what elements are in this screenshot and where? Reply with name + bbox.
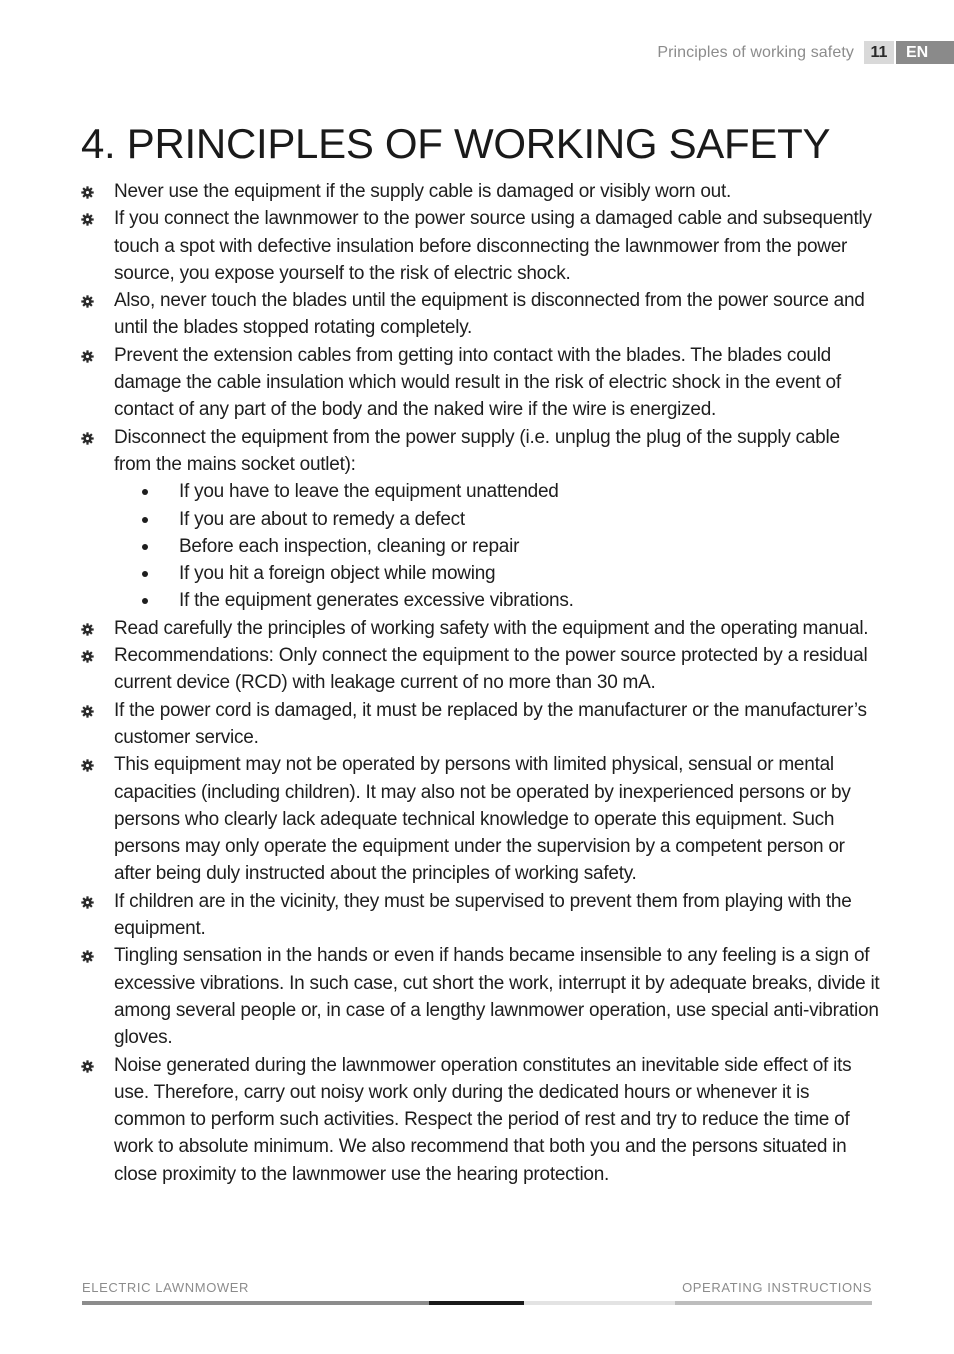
header-page-number: 11 bbox=[864, 41, 894, 64]
list-item-text: If you connect the lawnmower to the power source using a damaged cable and subsequently touch a spot with defective insulation before disconnecting the lawnmower from the power source, you expose yourself to the risk of electric shock. bbox=[114, 208, 872, 284]
sub-list-item-text: If you hit a foreign object while mowing bbox=[179, 563, 496, 585]
footer-document-type: OPERATING INSTRUCTIONS bbox=[682, 1280, 872, 1295]
list-item-text: Prevent the extension cables from getting into contact with the blades. The blades could damage the cable insulation which would result in the risk of electric shock in the event of contact of any part of the body and the naked wire if the wire is energized. bbox=[114, 344, 841, 421]
sub-list bbox=[114, 478, 881, 614]
header-section-title: Principles of working safety bbox=[657, 44, 854, 61]
gear-bullet-icon bbox=[81, 1060, 94, 1073]
gear-bullet-icon bbox=[81, 295, 94, 308]
list-item-text: Never use the equipment if the supply cable is damaged or visibly worn out. bbox=[114, 181, 732, 202]
gear-bullet-icon bbox=[81, 650, 94, 663]
header-language-badge: EN bbox=[896, 41, 954, 64]
list-item bbox=[81, 178, 881, 205]
list-item bbox=[81, 642, 881, 697]
page-title: 4. PRINCIPLES OF WORKING SAFETY bbox=[81, 120, 831, 167]
list-item bbox=[81, 942, 881, 1051]
list-item-text: Disconnect the equipment from the power supply (i.e. unplug the plug of the supply cable from the mains socket outlet): bbox=[114, 426, 840, 475]
sub-list-item-text: If you are about to remedy a defect bbox=[179, 508, 465, 530]
page-header bbox=[657, 41, 954, 64]
list-item-text: Recommendations: Only connect the equipment to the power source protected by a residual current device (RCD) with leakage current of no more than 30 mA. bbox=[114, 645, 868, 694]
sub-list-item bbox=[114, 533, 881, 560]
safety-principles-list bbox=[81, 178, 881, 1188]
footer-bar-segment-2 bbox=[429, 1301, 524, 1305]
sub-list-item bbox=[114, 560, 881, 587]
gear-bullet-icon bbox=[81, 623, 94, 636]
footer-bar-segment-1 bbox=[82, 1301, 429, 1305]
list-item-text: This equipment may not be operated by persons with limited physical, sensual or mental capacities (including children). It may also not be operated by inexperienced persons or by persons who clearly lack adequate technical knowledge to operate this equipment. Such persons may only operate the equipment under the supervision by a competent person or after being duly instructed about the principles of working safety. bbox=[114, 754, 851, 885]
list-item-text: Read carefully the principles of working safety with the equipment and the operating manual. bbox=[114, 617, 869, 639]
list-item bbox=[81, 287, 881, 342]
gear-bullet-icon bbox=[81, 432, 94, 445]
list-item bbox=[81, 615, 881, 642]
sub-list-item-text: Before each inspection, cleaning or repair bbox=[179, 535, 520, 557]
gear-bullet-icon bbox=[81, 896, 94, 909]
gear-bullet-icon bbox=[81, 213, 94, 226]
list-item bbox=[81, 205, 881, 287]
list-item bbox=[81, 697, 881, 752]
gear-bullet-icon bbox=[81, 950, 94, 963]
list-item-text: Noise generated during the lawnmower operation constitutes an inevitable side effect of its use. Therefore, carry out noisy work only during the dedicated hours or whenever it is common to perform such activities. Respect the period of rest and try to reduce the time of work to absolute minimum. We also recommend that both you and the persons situated in close proximity to the lawnmower use the hearing protection. bbox=[114, 1054, 852, 1185]
footer-bar-segment-3 bbox=[524, 1301, 675, 1305]
sub-list-item bbox=[114, 587, 881, 614]
dot-bullet-icon bbox=[142, 517, 148, 523]
list-item-text: Tingling sensation in the hands or even if hands became insensible to any feeling is a sign of excessive vibrations. In such case, cut short the work, interrupt it by adequate breaks, divide it among several people or, in case of a lengthy lawnmower operation, use special anti-vibration gloves. bbox=[114, 945, 880, 1049]
footer-product-name: ELECTRIC LAWNMOWER bbox=[82, 1280, 250, 1295]
list-item bbox=[81, 888, 881, 943]
footer-bar-segment-4 bbox=[675, 1301, 872, 1305]
dot-bullet-icon bbox=[142, 598, 148, 604]
sub-list-item bbox=[114, 506, 881, 533]
list-item bbox=[81, 751, 881, 887]
list-item-text: Also, never touch the blades until the equipment is disconnected from the power source and until the blades stopped rotating completely. bbox=[114, 290, 865, 339]
gear-bullet-icon bbox=[81, 186, 94, 199]
gear-bullet-icon bbox=[81, 350, 94, 363]
dot-bullet-icon bbox=[142, 571, 148, 577]
sub-list-item bbox=[114, 478, 881, 505]
dot-bullet-icon bbox=[142, 544, 148, 550]
gear-bullet-icon bbox=[81, 759, 94, 772]
sub-list-item-text: If you have to leave the equipment unattended bbox=[179, 481, 559, 503]
list-item bbox=[81, 1052, 881, 1188]
sub-list-item-text: If the equipment generates excessive vibrations. bbox=[179, 590, 574, 612]
list-item bbox=[81, 342, 881, 424]
dot-bullet-icon bbox=[142, 489, 148, 495]
gear-bullet-icon bbox=[81, 705, 94, 718]
list-item bbox=[81, 424, 881, 615]
list-item-text: If the power cord is damaged, it must be replaced by the manufacturer or the manufacturer’s customer service. bbox=[114, 699, 867, 748]
list-item-text: If children are in the vicinity, they must be supervised to prevent them from playing with the equipment. bbox=[114, 890, 852, 940]
